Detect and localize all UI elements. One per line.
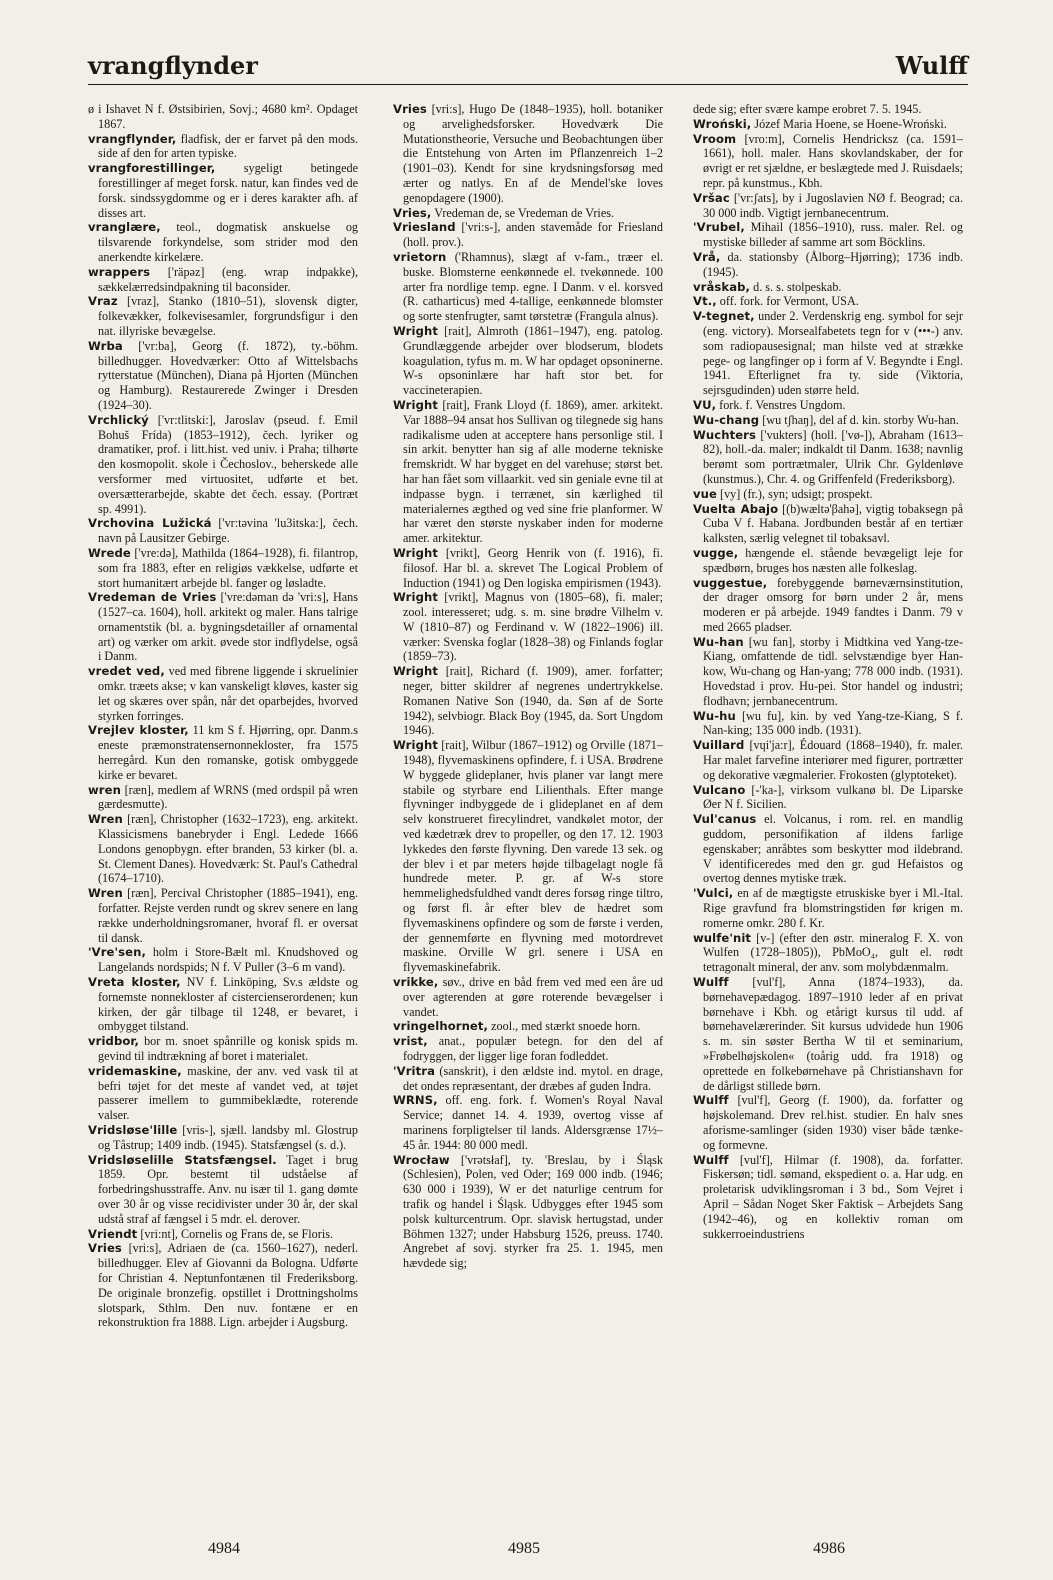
- dictionary-entry: [693, 931, 963, 975]
- dictionary-entry: [88, 161, 358, 220]
- dictionary-entry: [693, 117, 963, 132]
- entry-text: fladfisk, der er farvet på den mods. side af den for arten typiske.: [98, 131, 358, 161]
- dictionary-entry: [693, 398, 963, 413]
- entry-text: zool., med stærkt snoede horn.: [491, 1019, 641, 1034]
- entry-text: forebyggende børneværnsinstitution, der drager omsorg for børn under 2 år, mens moderen er på arbejde. 1949 fandtes i Danm. 79 v med 2665 pladser.: [703, 575, 963, 634]
- entry-headword: Vridsløselille Statsfængsel.: [88, 1152, 277, 1167]
- dictionary-entry: [393, 1153, 663, 1271]
- entry-headword: Wuchters: [693, 427, 756, 442]
- dictionary-entry: [693, 886, 963, 930]
- entry-headword: Wrede: [88, 545, 131, 560]
- entry-headword: Wright: [393, 545, 438, 560]
- dictionary-entry: [393, 1034, 663, 1064]
- entry-text: ['vre:də], Mathilda (1864–1928), fi. filantrop, som fra 1883, efter en religiøs vækkelse, udførte et stort humanitært arbejde bl. fanger og løsladte.: [98, 545, 358, 590]
- entry-headword: Vriendt: [88, 1226, 138, 1241]
- entry-headword: vrist,: [393, 1034, 428, 1049]
- dictionary-entry: [88, 664, 358, 723]
- dictionary-entry: [693, 576, 963, 635]
- entry-headword: vrangflynder,: [88, 131, 177, 146]
- entry-headword: wren: [88, 782, 121, 797]
- entry-headword: Vries: [393, 102, 427, 116]
- entry-headword: WRNS,: [393, 1093, 438, 1108]
- entry-text: off. fork. for Vermont, USA.: [719, 294, 859, 309]
- running-headword-right: Wulff: [895, 51, 968, 80]
- entry-text: bor m. snoet spånrille og konisk spids m. gevind til indtrækning af boret i materialet.: [98, 1034, 358, 1063]
- entry-text: [vri:nt], Cornelis og Frans de, se Floris.: [140, 1226, 333, 1241]
- entry-text: Taget i brug 1859. Opr. bestemt til udståelse af forbedringshusstraffe. Anv. nu især til 1. gang dømte over 30 år og visse recidivister under 30 år, der skal udstå straf af fængsel i 5 mdr. el. derover.: [98, 1152, 358, 1226]
- dictionary-entry: [393, 1064, 663, 1094]
- dictionary-entry: [693, 975, 963, 1093]
- dictionary-entry: [393, 975, 663, 1019]
- entry-headword: Wright: [393, 397, 438, 412]
- entry-text: ['vri:s-], anden stavemåde for Friesland (holl. prov.).: [403, 220, 663, 250]
- entry-text: ['vr:təvina 'lu3itska:], čech. navn på Lausitzer Gebirge.: [98, 516, 358, 546]
- entry-headword: Vrchlický: [88, 412, 149, 427]
- entry-headword: vranglære,: [88, 220, 161, 235]
- entry-headword: vue: [693, 486, 717, 501]
- dictionary-entry: [393, 206, 663, 221]
- entry-text: [vraz], Stanko (1810–51), slovensk digter, folkevækker, folkevisesamler, forgrundsfigur i den nat. illyriske bevægelse.: [98, 294, 358, 338]
- dictionary-entry: [88, 1153, 358, 1227]
- entry-headword: Vrchovina Lužická: [88, 516, 212, 531]
- dictionary-entry: [88, 1064, 358, 1123]
- entry-headword: Wu-han: [693, 634, 744, 649]
- entry-headword: Wren: [88, 886, 123, 901]
- entry-text: [rait], Almroth (1861–1947), eng. patolog. Grundlæggende arbejder over blodserum, blodets koagulation, tyfus m. m. W har opdaget opsoninerne. W-s opsoninlære har haft stor bet. for vaccineterapien.: [403, 323, 663, 398]
- entry-text: hængende el. stående bevægeligt leje for spædbørn, bruges hos næsten alle folkeslag.: [703, 545, 963, 575]
- entry-headword: Wulff: [693, 975, 729, 990]
- dictionary-columns: [88, 102, 968, 1494]
- column-2: [393, 102, 663, 1494]
- entry-headword: Vreta kloster,: [88, 975, 181, 990]
- entry-headword: Vrå,: [693, 249, 721, 264]
- entry-text: teol., dogmatisk anskuelse og tilsvarende forkyndelse, som strider mod den anerkendte kirkelære.: [98, 220, 358, 264]
- dictionary-entry: [88, 886, 358, 945]
- entry-text: ved med fibrene liggende i skruelinier omkr. træets akse; v kan vanskeligt kløves, kaster sig let og skæres over spån, når det oparbejdes, hvorved styrken forringes.: [98, 664, 358, 723]
- entry-headword: vuggestue,: [693, 575, 768, 590]
- entry-headword: wulfe'nit: [693, 930, 752, 945]
- entry-headword: 'Vulci,: [693, 886, 734, 901]
- page-number-middle: 4985: [508, 1540, 540, 1557]
- dictionary-entry: [693, 546, 963, 576]
- dictionary-entry: [693, 1153, 963, 1242]
- entry-headword: 'Vrubel,: [693, 220, 745, 235]
- dictionary-entry: [393, 324, 663, 398]
- entry-text: (sanskrit), i den ældste ind. mytol. en drage, det ondes repræsentant, der dræbes af guden Indra.: [403, 1063, 663, 1093]
- dictionary-entry: [88, 132, 358, 162]
- entry-headword: vrikke,: [393, 975, 439, 990]
- entry-text: [vri:s], Adriaen de (ca. 1560–1627), nederl. billedhugger. Elev af Giovanni da Bologna. Udførte for Christian 4. Neptunfontænen til Frederiksborg. De originale bronzefig. opstillet i Drottningsholms slotspark, Sthlm. Den nuv. fontæne er en rekonstruktion fra 1888. Lign. arbejder i Augsburg.: [98, 1241, 358, 1330]
- dictionary-entry: [88, 812, 358, 886]
- entry-text: ['vrətsłaf], ty. 'Breslau, by i Śląsk (Schlesien), Polen, ved Oder; 169 000 indb. (1946; 630 000 i 1939), W er det naturlige centrum for trafik og handel i Śląsk. Udbygges efter 1945 som polsk kulturcentrum. Opr. slavisk hertugstad, under Böhmen 1327; under Habsburg 1526, preuss. 1740. Angrebet af sovj. styrker fra 25. 1. 1945, men hævdede sig;: [403, 1152, 663, 1271]
- dictionary-entry: [693, 413, 963, 428]
- entry-headword: Vrejlev kloster,: [88, 723, 189, 738]
- entry-text: Vredeman de, se Vredeman de Vries.: [434, 205, 615, 220]
- dictionary-entry: [88, 546, 358, 590]
- running-headword-left: vrangflynder: [88, 51, 258, 80]
- dictionary-entry: [393, 220, 663, 250]
- entry-headword: Vries: [88, 1241, 122, 1256]
- entry-headword: Wroński,: [693, 116, 752, 131]
- entry-headword: 'Vre'sen,: [88, 945, 146, 960]
- entry-headword: Vt.,: [693, 294, 717, 309]
- dictionary-entry: [693, 502, 963, 546]
- entry-headword: Wright: [393, 664, 438, 679]
- entry-headword: Wright: [393, 323, 438, 338]
- entry-headword: vråskab,: [693, 279, 751, 294]
- entry-text: [vɥi'ja:r], Édouard (1868–1940), fr. maler. Har malet farvefine interiører med figurer, portrætter og dekorative vægmalerier. Frokosten (glyptoteket).: [703, 738, 963, 782]
- dictionary-entry: [693, 220, 963, 250]
- column-1: [88, 102, 358, 1494]
- dictionary-entry: [693, 132, 963, 191]
- entry-text: 11 km S f. Hjørring, opr. Danm.s eneste præmonstratensernonnekloster, fra 1575 herregård. Kun den romanske, gotisk ombyggede kirke er bevaret.: [98, 723, 358, 782]
- entry-text: [vri:s], Hugo De (1848–1935), holl. botaniker og arvelighedsforsker. Hovedværk Die Mutationstheorie, Versuche und Beobachtungen über die Entstehung von Arten im Pflanzenreich 1–2 (1901–03). Kendt for sine krydsningsforsøg med ærter og natlys. En af de Mendel'ske loves genopdagere (1900).: [403, 102, 663, 205]
- entry-headword: Wright: [393, 738, 438, 753]
- entry-headword: Vridsløse'lille: [88, 1122, 178, 1137]
- dictionary-entry: [693, 783, 963, 813]
- page-number-left: 4984: [208, 1540, 240, 1557]
- entry-headword: Vraz: [88, 294, 118, 309]
- entry-headword: Wu-hu: [693, 708, 736, 723]
- dictionary-entry: [88, 102, 358, 132]
- entry-headword: wrappers: [88, 264, 151, 279]
- page-number-right: 4986: [813, 1540, 845, 1557]
- dictionary-entry: [693, 487, 963, 502]
- entry-text: [vrikt], Magnus von (1805–68), fi. maler; zool. interesseret; udg. s. m. sine brødre Vilhelm v. W (1810–87) og Ferdinand v. W (1822–1906) ill. værker: Svenska foglar (1828–38) og Finlands foglar (1859–73).: [403, 590, 663, 664]
- entry-headword: Vredeman de Vries: [88, 590, 217, 605]
- dictionary-entry: [393, 546, 663, 590]
- entry-text: dede sig; efter svære kampe erobret 7. 5. 1945.: [693, 102, 922, 116]
- entry-headword: Vuelta Abajo: [693, 501, 779, 516]
- entry-text: da. stationsby (Ålborg–Hjørring); 1736 indb. (1945).: [703, 249, 963, 279]
- entry-text: [-'ka-], virksom vulkanø bl. De Liparske Øer N f. Sicilien.: [703, 782, 963, 812]
- dictionary-entry: [393, 590, 663, 664]
- dictionary-entry: [88, 783, 358, 813]
- entry-headword: Wren: [88, 812, 123, 827]
- dictionary-entry: [693, 280, 963, 295]
- dictionary-entry: [88, 945, 358, 975]
- entry-text: [wu fu], kin. by ved Yang-tze-Kiang, S f. Nan-king; 135 000 indb. (1931).: [703, 708, 963, 738]
- entry-headword: Vriesland: [393, 220, 456, 235]
- dictionary-entry: [88, 590, 358, 664]
- entry-text: ['vr:ʃats], by i Jugoslavien NØ f. Beograd; ca. 30 000 indb. Vigtigt jernbanecentrum.: [703, 190, 963, 220]
- entry-headword: Wulff: [693, 1093, 729, 1108]
- dictionary-entry: [393, 250, 663, 324]
- dictionary-entry: [88, 1227, 358, 1242]
- entry-headword: Wulff: [693, 1152, 729, 1167]
- entry-text: el. Volcanus, i rom. rel. en mandlig guddom, personifikation af ildens farlige egenskaber; anråbtes som beskytter mod ildebrand. V identificeredes med den gr. gud Hefaistos og overtog dennes mytiske træk.: [703, 812, 963, 886]
- entry-headword: Vuillard: [693, 738, 745, 753]
- entry-headword: vridbor,: [88, 1034, 140, 1049]
- entry-headword: vrangforestillinger,: [88, 161, 216, 176]
- dictionary-entry: [693, 1093, 963, 1152]
- entry-headword: vugge,: [693, 545, 739, 560]
- entry-text: [ræn], Percival Christopher (1885–1941), eng. forfatter. Rejste verden rundt og skrev senere en lang række underholdningsromaner, hvoraf fl. er oversat til dansk.: [98, 886, 358, 945]
- dictionary-entry: [393, 1093, 663, 1152]
- dictionary-entry: [393, 1019, 663, 1034]
- dictionary-entry: [693, 309, 963, 398]
- dictionary-entry: [88, 265, 358, 295]
- entry-headword: Wright: [393, 590, 438, 605]
- dictionary-entry: [88, 413, 358, 517]
- entry-headword: Vries,: [393, 205, 432, 220]
- entry-text: [rait], Wilbur (1867–1912) og Orville (1871–1948), flyvemaskinens opfindere, f. i USA. Brødrene W byggede glideplaner, hvis planer var langt mere stabile og styrbare end Lilienthals. Efter mange flyvninger indbyggede de i glideplanet en af dem selv konstrueret firecylindret, vandkølet motor, der ved kædetræk drev to propeller, og den 17. 12. 1903 lykkedes den første flyvning. Den varede 13 sek. og der blev i et par meters højde tilbagelagt nogle få hundrede meter. P. gr. af W-s store hemmelighedsfuldhed vandt deres forsøg ringe tiltro, og først fl. år efter blev de hædret som flyvemaskinens opfindere og som de første i verden, der gennemførte en flyvning med motordrevet maskine. Orville W grl. senere i USA en flyvemaskinefabrik.: [403, 738, 663, 975]
- entry-text: sygeligt betingede forestillinger af meget forsk. natur, kan findes ved de forsk. sindssygdomme og er i deres karakter afh. af disses art.: [98, 161, 358, 220]
- dictionary-entry: [693, 102, 963, 117]
- entry-text: Mihail (1856–1910), russ. maler. Rel. og mystiske billeder af samme art som Böcklins.: [703, 220, 963, 250]
- dictionary-entry: [88, 1123, 358, 1153]
- dictionary-entry: [393, 738, 663, 975]
- entry-text: ('Rhamnus), slægt af v-fam., træer el. buske. Blomsterne eenkønnede el. tvekønnede. 100 arter fra nordlige temp. egne. I Danm. v el. korsved (R. catharticus) med 4-tallige, eenkønnede blomster og sorte stenfrugter, samt tørstetræ (Frangula alnus).: [403, 249, 663, 324]
- entry-text: [rait], Richard (f. 1909), amer. forfatter; neger, bitter skildrer af negrenes undertrykkelse. Romanen Native Son (1940, da. Søn af de Sorte 1942), selvbiogr. Black Boy (1945, da. Sort Ungdom 1946).: [403, 664, 663, 738]
- entry-headword: Vršac: [693, 190, 730, 205]
- entry-text: søv., drive en båd frem ved med een åre ud over agterenden at gøre roterende bevægelser i vandet.: [403, 975, 663, 1019]
- dictionary-entry: [693, 812, 963, 886]
- dictionary-entry: [693, 250, 963, 280]
- dictionary-entry: [88, 220, 358, 264]
- entry-text: [vy] (fr.), syn; udsigt; prospekt.: [720, 486, 873, 501]
- entry-text: ['räpəz] (eng. wrap indpakke), sækkelærredsindpakning til baconsider.: [98, 264, 358, 294]
- entry-headword: vredet ved,: [88, 664, 165, 679]
- entry-text: NV f. Linköping, Sv.s ældste og fornemste nonnekloster af cistercienserordenen; kun kirken, der går tilbage til 1248, er bevaret, i ombygget tilstand.: [98, 975, 358, 1034]
- entry-headword: Wrocław: [393, 1152, 450, 1167]
- entry-text: [v-] (efter den østr. mineralog F. X. von Wulfen (1728–1805)), PbMoO₄, gult el. rødt tetragonalt mineral, der anv. som molybdænmalm.: [703, 930, 963, 975]
- entry-text: holm i Store-Bælt ml. Knudshoved og Langelands nordspids; N f. V Puller (3–6 m vand).: [98, 945, 358, 975]
- entry-headword: VU,: [693, 397, 717, 412]
- entry-text: anat., populær betegn. for den del af fodryggen, der ligger lige foran fodleddet.: [403, 1034, 663, 1063]
- entry-headword: 'Vritra: [393, 1063, 435, 1078]
- entry-text: en af de mægtigste etruskiske byer i Ml.-Ital. Rige gravfund fra blomstringstiden før krigen m. romerne omkr. 280 f. Kr.: [703, 886, 963, 930]
- dictionary-entry: [693, 738, 963, 782]
- entry-text: maskine, der anv. ved vask til at befri tøjet for det meste af vandet ved, at tøjet passerer imellem to gummibeklædte, roterende valser.: [98, 1063, 358, 1123]
- entry-text: [vul'f], Hilmar (f. 1908), da. forfatter. Fiskersøn; tidl. sømand, ekspedient o. a. Har udg. en proletarisk udviklingsroman i 3 bd., Som Vejret i April – Sådan Noget Sker Faktisk – Arbejdets Sang (1942–46), og en kollektiv roman om sukkerroeindustriens: [703, 1152, 963, 1241]
- dictionary-entry: [693, 428, 963, 487]
- entry-text: Józef Maria Hoene, se Hoene-Wroński.: [754, 116, 947, 131]
- entry-headword: Wu-chang: [693, 412, 760, 427]
- dictionary-entry: [88, 516, 358, 546]
- column-3: [693, 102, 963, 1494]
- entry-text: ['vukters] (holl. ['vø-]), Abraham (1613–82), holl.-da. maler; indkaldt til Danm. 1638; navnlig berømt som portrætmaler, Ulrik Chr. Gyldenløve (kunstmus.), Chr. 4. og Griffenfeld (Frederiksborg).: [703, 427, 963, 486]
- entry-headword: vridemaskine,: [88, 1063, 182, 1078]
- entry-text: [wu tʃhaŋ], del af d. kin. storby Wu-han.: [762, 412, 959, 427]
- entry-text: under 2. Verdenskrig eng. symbol for sejr (eng. victory). Morsealfabetets tegn for v (•••-) anv. som radiopausesignal; man hilste ved at strække pege- og langfinger op i form af V. Begyndte i Engl. 1941. Efterlignet fra ty. side (Viktoria, sejrsgudinden) uden større held.: [703, 309, 963, 398]
- entry-headword: Vulcano: [693, 782, 746, 797]
- entry-headword: vringelhornet,: [393, 1019, 489, 1034]
- entry-text: [vris-], sjæll. landsby ml. Glostrup og Tåstrup; 1409 indb. (1945). Statsfængsel (s. d.).: [98, 1122, 358, 1152]
- dictionary-entry: [88, 1034, 358, 1064]
- entry-headword: Vroom: [693, 131, 737, 146]
- entry-headword: vrietorn: [393, 249, 447, 264]
- dictionary-entry: [693, 294, 963, 309]
- entry-text: off. eng. fork. f. Women's Royal Naval Service; dannet 14. 4. 1939, overtog visse af marinens forpligtelser til lands. Aldersgrænse 17½–45 år. 1944: 80 000 medl.: [403, 1093, 663, 1152]
- entry-text: fork. f. Venstres Ungdom.: [719, 397, 846, 412]
- dictionary-entry: [393, 398, 663, 546]
- page-numbers: [88, 1540, 968, 1564]
- dictionary-entry: [693, 709, 963, 739]
- dictionary-entry: [88, 723, 358, 782]
- entry-text: ['vre:dəman də 'vri:s], Hans (1527–ca. 1604), holl. arkitekt og maler. Hans talrige ornamentstik (bl. a. bygningsdetailler af ornamental art) og værker om arkit. øvede stor indflydelse, også i Danm.: [98, 590, 358, 664]
- dictionary-entry: [88, 294, 358, 338]
- entry-text: [vrikt], Georg Henrik von (f. 1916), fi. filosof. Har bl. a. skrevet The Logical Problem of Induction (1941) og Den logiska empirismen (1943).: [403, 545, 663, 590]
- dictionary-entry: [88, 339, 358, 413]
- dictionary-entry: [88, 1241, 358, 1330]
- dictionary-entry: [393, 102, 663, 206]
- dictionary-entry: [693, 191, 963, 221]
- entry-text: [wu fan], storby i Midtkina ved Yang-tze-Kiang, omfattende de tidl. selvstændige byer Han-kow, Wu-chang og Han-yang; 778 000 indb. (1931). Hovedstad i prov. Hu-pei. Stor handel og industri; flodhavn; jernbanecentrum.: [703, 634, 963, 708]
- entry-headword: Vul'canus: [693, 812, 757, 827]
- entry-text: [vul'f], Georg (f. 1900), da. forfatter og højskolemand. Drev rel.hist. studier. En halv snes aforisme-samlinger (siden 1930) viser både tænke- og formevne.: [703, 1093, 963, 1152]
- entry-text: ['vr:tlitski:], Jaroslav (pseud. f. Emil Bohuš Frída) (1853–1912), čech. lyriker og dramatiker, prof. i litt.hist. ved univ. i Praha; tilhørte den kosmopolit. skole i Čechoslov., beherskede alle versformer med virtuositet, udførte et bet. oversætterarbejde, skabte det čech. essay. (Portræt sp. 4991).: [98, 412, 358, 516]
- dictionary-entry: [88, 975, 358, 1034]
- dictionary-entry: [393, 664, 663, 738]
- entry-text: [vul'f], Anna (1874–1933), da. børnehavepædagog. 1897–1910 leder af en privat børnehave i Kbh. og etårigt kursus til udd. af børnehavelærerinder. Sit kursus udvidede hun 1906 s. m. sin søster Bertha W til et seminarium, »Frøbelhøjskolen« (toårig udd. fra 1918) og oprettede en folkebørnehave på Christianshavn for de dårligst stillede børn.: [703, 975, 963, 1093]
- running-header: [88, 44, 968, 85]
- entry-text: [ræn], Christopher (1632–1723), eng. arkitekt. Klassicismens banebryder i Engl. Ledede 1666 Londons genopbygn. efter branden, 53 kirker (bl. a. St. Clement Danes). Hovedværk: St. Paul's Cathedral (1674–1710).: [98, 812, 358, 886]
- entry-text: ['vr:ba], Georg (f. 1872), ty.-böhm. billedhugger. Hovedværker: Otto af Wittelsbachs rytterstatue (München), Diana på Hjorten (München og Hamburg). Restaurerede Zwinger i Dresden (1924–30).: [98, 338, 358, 412]
- entry-headword: Wrba: [88, 338, 123, 353]
- entry-text: [ræn], medlem af WRNS (med ordspil på wren gærdesmutte).: [98, 782, 358, 812]
- entry-text: ø i Ishavet N f. Østsibirien, Sovj.; 4680 km². Opdaget 1867.: [88, 102, 358, 131]
- entry-text: [(b)wæltə'βahə], vigtig tobaksegn på Cuba V f. Habana. Jordbunden består af en tertiær kalksten, særlig velegnet til tobaksavl.: [703, 501, 963, 546]
- entry-headword: V-tegnet,: [693, 309, 755, 324]
- entry-text: [vro:m], Cornelis Hendricksz (ca. 1591–1661), holl. maler. Hans skovlandskaber, der for øvrigt er ret sjældne, er beslægtede med J. Ruisdaels; repr. på kunstmus., Kbh.: [703, 131, 963, 190]
- dictionary-entry: [693, 635, 963, 709]
- entry-text: d. s. s. stolpeskab.: [753, 279, 842, 294]
- entry-text: [rait], Frank Lloyd (f. 1869), amer. arkitekt. Var 1888–94 ansat hos Sullivan og tilegnede sig hans radikalisme uden at acceptere hans personlige stil. I sin arkit. benytter han sig af alle moderne tekniske fremskridt. W har bygget en del varehuse; størst bet. har han fået som villaarkit. ved sin geniale evne til at indpasse bygn. i terrænet, sin kærlighed til materialernes ægthed og ved sine frie planformer. W har været den største nyskaber inden for moderne amer. arkitektur.: [403, 397, 663, 546]
